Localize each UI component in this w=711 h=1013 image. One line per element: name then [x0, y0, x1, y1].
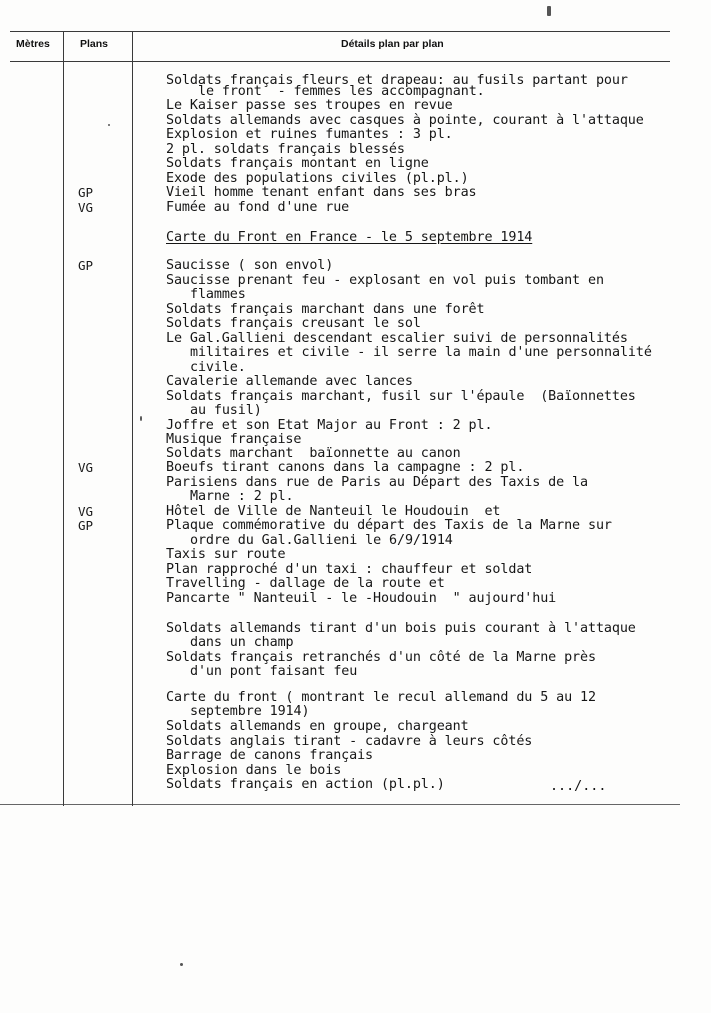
- shot-line: Soldats français creusant le sol: [166, 316, 421, 331]
- shot-line: Soldats anglais tirant - cadavre à leurs côtés: [166, 734, 533, 749]
- header-metres: Mètres: [16, 38, 50, 50]
- shot-line: Saucisse ( son envol): [166, 258, 334, 273]
- col-divider-2: [132, 32, 133, 806]
- shot-line: Soldats allemands tirant d'un bois puis courant à l'attaque: [166, 621, 636, 636]
- header-rule: [10, 61, 670, 62]
- shot-line: Carte du front ( montrant le recul allemand du 5 au 12: [166, 690, 596, 705]
- plan-mark-vg: VG: [78, 200, 94, 215]
- shot-line: Le Gal.Gallieni descendant escalier suivi de personnalités: [166, 331, 628, 346]
- shot-line: Boeufs tirant canons dans la campagne : 2 pl.: [166, 460, 525, 475]
- plan-mark-gp: GP: [78, 518, 94, 533]
- shot-line: Marne : 2 pl.: [190, 489, 294, 504]
- shot-line: Barrage de canons français: [166, 748, 374, 763]
- shot-line: Soldats français retranchés d'un côté de la Marne près: [166, 650, 596, 665]
- shot-line: Parisiens dans rue de Paris au Départ des Taxis de la: [166, 475, 588, 490]
- shot-line: Soldats français marchant dans une forêt: [166, 302, 485, 317]
- shot-line: Soldats allemands avec casques à pointe, courant à l'attaque: [166, 113, 644, 128]
- scan-speck: [108, 124, 110, 126]
- shot-line: Exode des populations civiles (pl.pl.): [166, 171, 469, 186]
- shot-line: Soldats français marchant, fusil sur l'épaule (Baïonnettes: [166, 389, 636, 404]
- shot-line: Plaque commémorative du départ des Taxis de la Marne sur: [166, 518, 612, 533]
- shot-line: Explosion dans le bois: [166, 763, 342, 778]
- plan-mark-vg: VG: [78, 460, 94, 475]
- shot-line: 2 pl. soldats français blessés: [166, 142, 405, 157]
- shot-line: civile.: [190, 360, 246, 375]
- shot-line: Soldats allemands en groupe, chargeant: [166, 719, 469, 734]
- scan-speck: [180, 963, 183, 966]
- plan-mark-gp: GP: [78, 185, 94, 200]
- shot-line: Taxis sur route: [166, 547, 286, 562]
- shot-line: Saucisse prenant feu - explosant en vol puis tombant en: [166, 273, 604, 288]
- col-divider-1: [63, 32, 64, 806]
- shot-line: flammes: [190, 287, 246, 302]
- shot-line: ordre du Gal.Gallieni le 6/9/1914: [190, 533, 453, 548]
- scan-speck: [547, 6, 551, 16]
- shot-line: Explosion et ruines fumantes : 3 pl.: [166, 127, 453, 142]
- top-rule: [10, 31, 670, 32]
- plan-mark-vg: VG: [78, 504, 94, 519]
- shot-line: Soldats marchant baïonnette au canon: [166, 446, 461, 461]
- shot-line: le front - femmes les accompagnant.: [198, 84, 485, 99]
- header-plans: Plans: [80, 38, 109, 50]
- shot-line: Soldats français montant en ligne: [166, 156, 429, 171]
- shot-line: septembre 1914): [190, 704, 310, 719]
- shot-line: d'un pont faisant feu: [190, 664, 358, 679]
- shot-line: Hôtel de Ville de Nanteuil le Houdouin et: [166, 504, 501, 519]
- section-heading: Carte du Front en France - le 5 septembre 1914: [166, 230, 533, 245]
- scan-speck: [140, 416, 142, 421]
- shot-line: au fusil): [190, 403, 262, 418]
- continuation-mark: .../...: [550, 779, 607, 794]
- shot-line: Soldats français en action (pl.pl.): [166, 777, 445, 792]
- plan-mark-gp: GP: [78, 258, 94, 273]
- shot-line: Musique française: [166, 432, 302, 447]
- shot-line: dans un champ: [190, 635, 294, 650]
- shot-line: Pancarte " Nanteuil - le -Houdouin " aujourd'hui: [166, 591, 557, 606]
- shot-line: Cavalerie allemande avec lances: [166, 374, 413, 389]
- shot-line: Vieil homme tenant enfant dans ses bras: [166, 185, 477, 200]
- shot-line: Travelling - dallage de la route et: [166, 576, 445, 591]
- shot-line: Joffre et son Etat Major au Front : 2 pl.: [166, 418, 493, 433]
- header-details: Détails plan par plan: [341, 38, 444, 50]
- shot-line: militaires et civile - il serre la main d'une personnalité: [190, 345, 652, 360]
- bottom-rule: [0, 804, 680, 805]
- shot-line: Plan rapproché d'un taxi : chauffeur et soldat: [166, 562, 533, 577]
- shot-line: Soldats français fleurs et drapeau: au fusils partant pour: [166, 73, 628, 88]
- shot-line: Fumée au fond d'une rue: [166, 200, 350, 215]
- shot-line: Le Kaiser passe ses troupes en revue: [166, 98, 453, 113]
